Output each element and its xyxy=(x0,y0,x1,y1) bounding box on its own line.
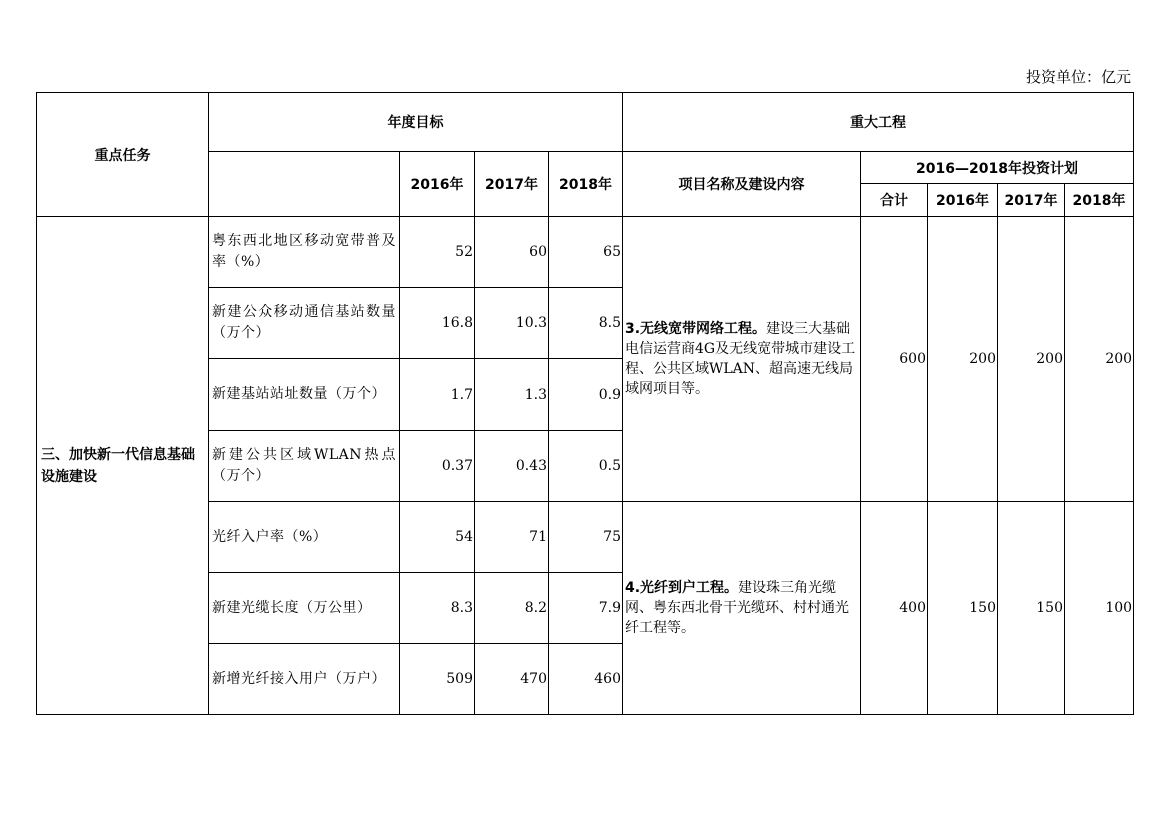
value-2018: 75 xyxy=(549,502,623,573)
investment-plan-table xyxy=(36,92,1134,715)
header-indicator-blank xyxy=(209,152,400,217)
invest-2018: 100 xyxy=(1065,502,1134,715)
value-2016: 16.8 xyxy=(400,288,475,359)
value-2016: 52 xyxy=(400,217,475,288)
project-title: 3.无线宽带网络工程。 xyxy=(625,321,767,337)
value-2017: 0.43 xyxy=(475,431,549,502)
project-title: 4.光纤到户工程。 xyxy=(625,580,739,596)
header-year-2016: 2016年 xyxy=(400,152,475,217)
indicator-name: 新建公众移动通信基站数量（万个） xyxy=(209,288,400,359)
table-row xyxy=(37,217,1134,288)
invest-2017: 150 xyxy=(998,502,1065,715)
value-2016: 1.7 xyxy=(400,359,475,431)
invest-2016: 150 xyxy=(928,502,998,715)
invest-2016: 200 xyxy=(928,217,998,502)
value-2017: 71 xyxy=(475,502,549,573)
project-desc: 建设三大基础电信运营商4G及无线宽带城市建设工程、公共区域WLAN、超高速无线局域网项目等。 xyxy=(625,321,856,397)
header-annual-target: 年度目标 xyxy=(209,93,623,152)
value-2018: 0.9 xyxy=(549,359,623,431)
header-project-name: 项目名称及建设内容 xyxy=(623,152,861,217)
value-2018: 460 xyxy=(549,644,623,715)
value-2016: 0.37 xyxy=(400,431,475,502)
project-cell xyxy=(623,502,861,715)
indicator-name: 新增光纤接入用户（万户） xyxy=(209,644,400,715)
indicator-name: 新建公共区域WLAN热点（万个） xyxy=(209,431,400,502)
value-2016: 8.3 xyxy=(400,573,475,644)
value-2018: 65 xyxy=(549,217,623,288)
header-key-task: 重点任务 xyxy=(37,93,209,217)
header-invest-2017: 2017年 xyxy=(998,184,1065,217)
project-cell xyxy=(623,217,861,502)
value-2017: 8.2 xyxy=(475,573,549,644)
value-2016: 54 xyxy=(400,502,475,573)
value-2016: 509 xyxy=(400,644,475,715)
value-2017: 10.3 xyxy=(475,288,549,359)
header-year-2017: 2017年 xyxy=(475,152,549,217)
value-2017: 60 xyxy=(475,217,549,288)
header-year-2018: 2018年 xyxy=(549,152,623,217)
indicator-name: 光纤入户率（%） xyxy=(209,502,400,573)
invest-2018: 200 xyxy=(1065,217,1134,502)
header-invest-2018: 2018年 xyxy=(1065,184,1134,217)
indicator-name: 新建基站站址数量（万个） xyxy=(209,359,400,431)
value-2018: 0.5 xyxy=(549,431,623,502)
invest-total: 400 xyxy=(861,502,928,715)
header-invest-plan: 2016—2018年投资计划 xyxy=(861,152,1134,184)
invest-total: 600 xyxy=(861,217,928,502)
indicator-name: 新建光缆长度（万公里） xyxy=(209,573,400,644)
project-desc: 建设珠三角光缆网、粤东西北骨干光缆环、村村通光纤工程等。 xyxy=(625,580,849,636)
header-invest-2016: 2016年 xyxy=(928,184,998,217)
key-task-cell: 三、加快新一代信息基础设施建设 xyxy=(37,217,209,715)
invest-2017: 200 xyxy=(998,217,1065,502)
header-total: 合计 xyxy=(861,184,928,217)
value-2017: 1.3 xyxy=(475,359,549,431)
value-2018: 7.9 xyxy=(549,573,623,644)
value-2018: 8.5 xyxy=(549,288,623,359)
investment-unit-label: 投资单位：亿元 xyxy=(1025,68,1131,86)
header-major-project: 重大工程 xyxy=(623,93,1134,152)
indicator-name: 粤东西北地区移动宽带普及率（%） xyxy=(209,217,400,288)
value-2017: 470 xyxy=(475,644,549,715)
